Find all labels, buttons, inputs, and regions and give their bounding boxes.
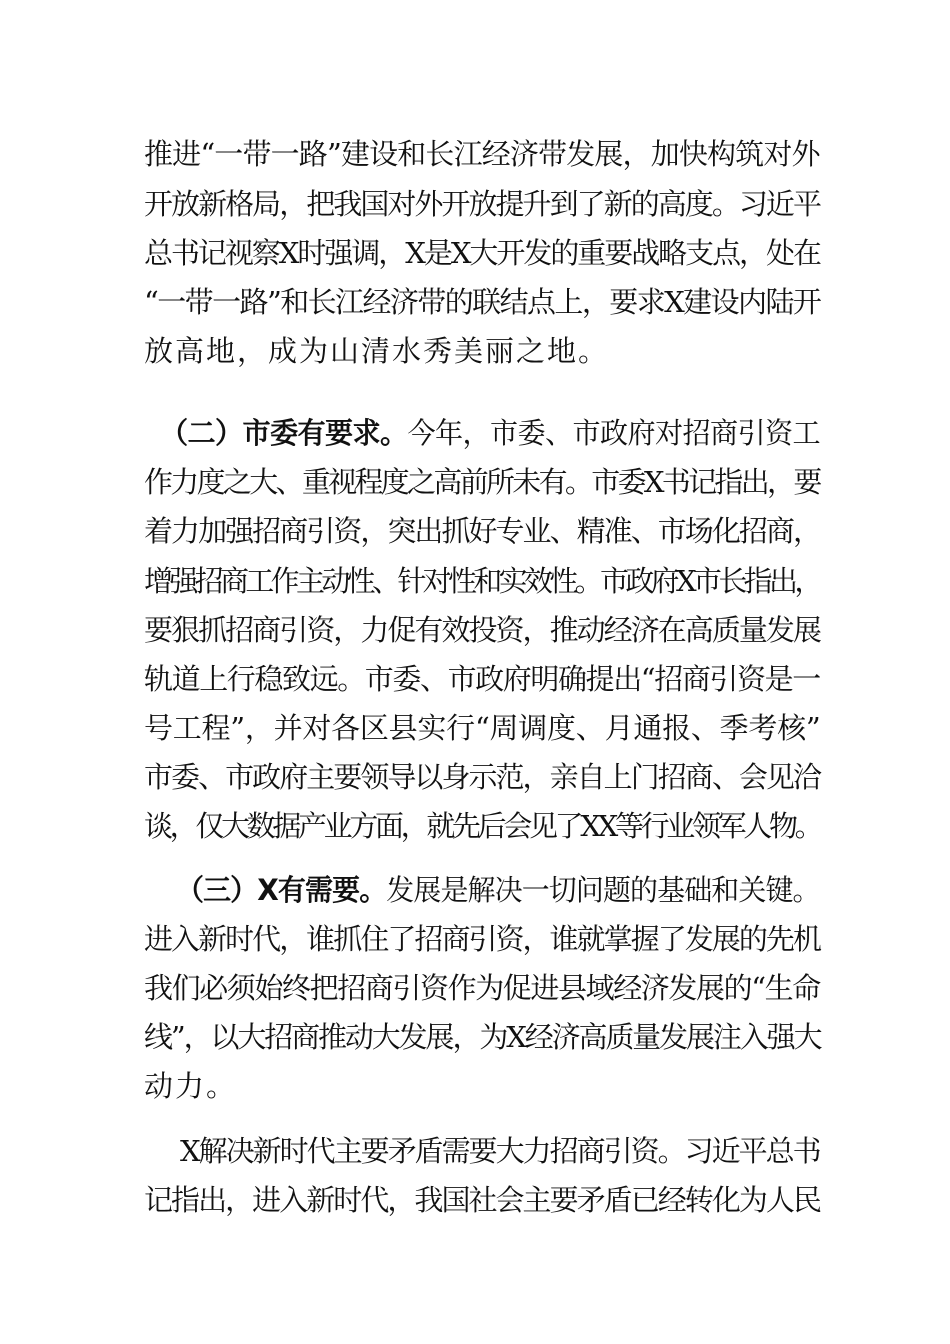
paragraph-2-heading: （二）市委有要求。 — [160, 416, 408, 450]
paragraph-1-line-4: “一带一路”和长江经济带的联结点上，要求X建设内陆开 — [144, 285, 821, 319]
paragraph-2-line-5: 要狠抓招商引资，力促有效投资，推动经济在高质量发展 — [144, 613, 821, 647]
paragraph-2-line-3: 着力加强招商引资，突出抓好专业、精准、市场化招商， — [144, 514, 821, 548]
paragraph-4-line-1: X解决新时代主要矛盾需要大力招商引资。习近平总书 — [180, 1134, 820, 1168]
paragraph-3-line-2: 进入新时代，谁抓住了招商引资，谁就掌握了发展的先机 — [144, 922, 821, 956]
paragraph-2-first-text: 今年，市委、市政府对招商引资工 — [407, 416, 821, 450]
paragraph-2-line-4: 增强招商工作主动性、针对性和实效性。市政府X市长指出， — [144, 564, 820, 598]
paragraph-3-line-4: 线”，以大招商推动大发展，为X经济高质量发展注入强大 — [144, 1020, 821, 1054]
paragraph-3-line-5: 动力。 — [144, 1069, 238, 1103]
paragraph-1-line-1: 推进“一带一路”建设和长江经济带发展，加快构筑对外 — [144, 137, 820, 171]
paragraph-3-line-3: 我们必须始终把招商引资作为促进县域经济发展的“生命 — [144, 971, 820, 1005]
paragraph-2-line-7: 号工程”，并对各区县实行“周调度、月通报、季考核” — [144, 711, 821, 745]
paragraph-2-line-1 — [160, 413, 820, 453]
paragraph-1-line-3: 总书记视察X时强调，X是X大开发的重要战略支点，处在 — [144, 236, 820, 270]
paragraph-3-line-1 — [176, 870, 820, 910]
paragraph-1-line-5: 放高地，成为山清水秀美丽之地。 — [144, 334, 610, 368]
paragraph-1-line-2: 开放新格局，把我国对外开放提升到了新的高度。习近平 — [144, 187, 821, 221]
paragraph-2-line-9: 谈，仅大数据产业方面，就先后会见了XX等行业领军人物。 — [144, 809, 821, 843]
paragraph-4-line-2: 记指出，进入新时代，我国社会主要矛盾已经转化为人民 — [144, 1183, 821, 1217]
paragraph-3-heading: （三）X有需要。 — [176, 873, 387, 907]
paragraph-2-line-2: 作力度之大、重视程度之高前所未有。市委X书记指出，要 — [144, 465, 820, 499]
paragraph-2-line-6: 轨道上行稳致远。市委、市政府明确提出“招商引资是一 — [144, 662, 820, 696]
paragraph-3-first-text: 发展是解决一切问题的基础和关键。 — [386, 873, 820, 907]
paragraph-2-line-8: 市委、市政府主要领导以身示范，亲自上门招商、会见洽 — [144, 760, 821, 794]
